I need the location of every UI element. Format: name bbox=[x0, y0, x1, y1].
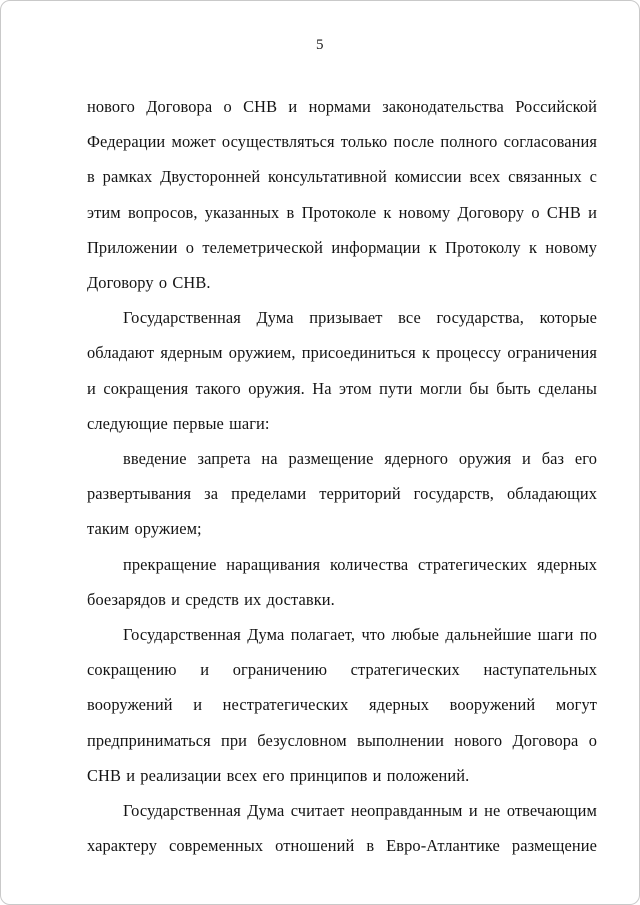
paragraph-list-item: прекращение наращивания количества стратегических ядерных боезарядов и средств их доставки. bbox=[87, 554, 597, 609]
paragraph: Государственная Дума считает неоправданным и не отвечающим характеру современных отношений в Евро-Атлантике размещение bbox=[87, 801, 597, 856]
paragraph: Государственная Дума полагает, что любые дальнейшие шаги по сокращению и ограничению стратегических наступательных вооружений и нестратегических ядерных вооружений могут предприниматься при безусловном выполнении нового Договора о СНВ и реализации всех его принципов и положений. bbox=[87, 625, 597, 785]
document-body bbox=[87, 89, 597, 863]
paragraph: нового Договора о СНВ и нормами законодательства Российской Федерации может осуществляться только после полного согласования в рамках Двусторонней консультативной комиссии всех связанных с этим вопросов, указанных в Протоколе к новому Договору о СНВ и Приложении о телеметрической информации к Протоколу к новому Договору о СНВ. bbox=[87, 97, 597, 293]
page-number: 5 bbox=[316, 37, 324, 53]
paragraph: Государственная Дума призывает все государства, которые обладают ядерным оружием, присоединиться к процессу ограничения и сокращения такого оружия. На этом пути могли бы быть сделаны следующие первые шаги: bbox=[87, 308, 597, 433]
paragraph-list-item: введение запрета на размещение ядерного оружия и баз его развертывания за пределами территорий государств, обладающих таким оружием; bbox=[87, 449, 597, 539]
